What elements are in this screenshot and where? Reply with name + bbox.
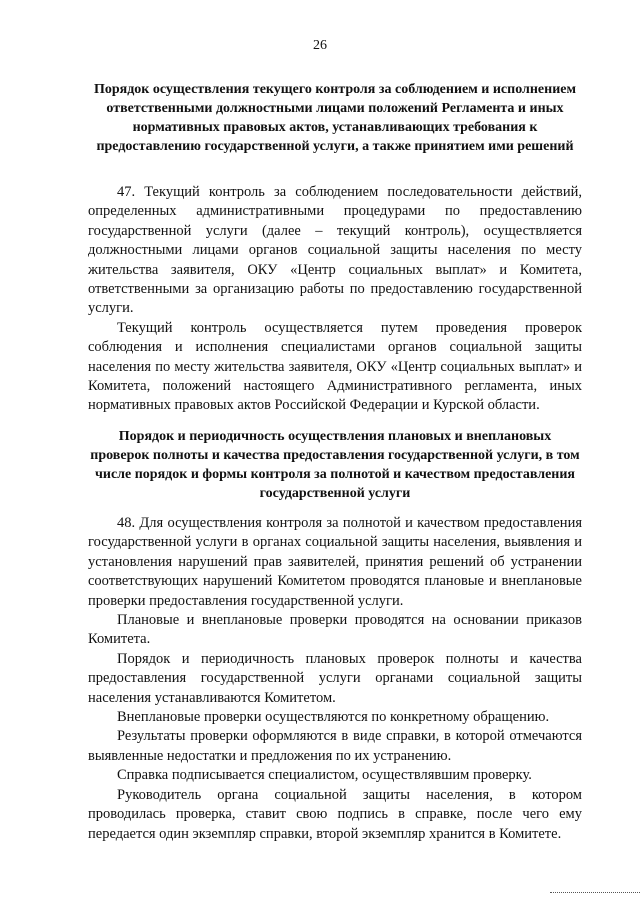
paragraph: Справка подписывается специалистом, осуществлявшим проверку.: [117, 767, 532, 784]
section-inspections: [88, 514, 582, 844]
paragraph: Внеплановые проверки осуществляются по конкретному обращению.: [117, 709, 550, 726]
paragraph: 48. Для осуществления контроля за полнотой и качеством предоставления государственной услуги в органах социальной защиты населения, выявления и установления нарушений прав заявителей, принятия решений об устранении соответствующих нарушений Комитетом проводятся плановые и внеплановые проверки предоставления государственной услуги.: [88, 515, 582, 609]
paragraph: 47. Текущий контроль за соблюдением последовательности действий, определенных административными процедурами по предоставлению государственной услуги (далее – текущий контроль), осуществляется должностными лицами органов социальной защиты населения по месту жительства заявителя, ОКУ «Центр социальных выплат» и Комитета, ответственными за организацию работы по предоставлению государственной услуги.: [88, 184, 582, 317]
page-number: 26: [313, 38, 327, 53]
paragraph: Плановые и внеплановые проверки проводятся на основании приказов Комитета.: [88, 612, 582, 648]
section-current-control: [88, 183, 582, 416]
paragraph: Руководитель органа социальной защиты населения, в котором проводилась проверка, ставит свою подпись в справке, после чего ему передается один экземпляр справки, второй экземпляр хранится в Комитете.: [88, 786, 582, 842]
paragraph: Результаты проверки оформляются в виде справки, в которой отмечаются выявленные недостатки и предложения по их устранению.: [88, 728, 582, 764]
scan-edge-mark: [550, 892, 640, 896]
paragraph: Порядок и периодичность плановых проверок полноты и качества предоставления государственной услуги органами социальной защиты населения устанавливаются Комитетом.: [88, 650, 582, 706]
section-heading-current-control: Порядок осуществления текущего контроля за соблюдением и исполнением ответственными должностными лицами положений Регламента и иных нормативных правовых актов, устанавливающих требования к предоставлению государственной услуги, а также принятием ими решений: [93, 82, 577, 154]
section-heading-inspections: Порядок и периодичность осуществления плановых и внеплановых проверок полноты и качества предоставления государственной услуги, в том числе порядок и формы контроля за полнотой и качеством предоставления государственной услуги: [90, 429, 580, 501]
paragraph: Текущий контроль осуществляется путем проведения проверок соблюдения и исполнения специалистами органов социальной защиты населения по месту жительства заявителя, ОКУ «Центр социальных выплат» и Комитета, положений настоящего Административного регламента, иных нормативных правовых актов Российской Федерации и Курской области.: [88, 319, 582, 414]
